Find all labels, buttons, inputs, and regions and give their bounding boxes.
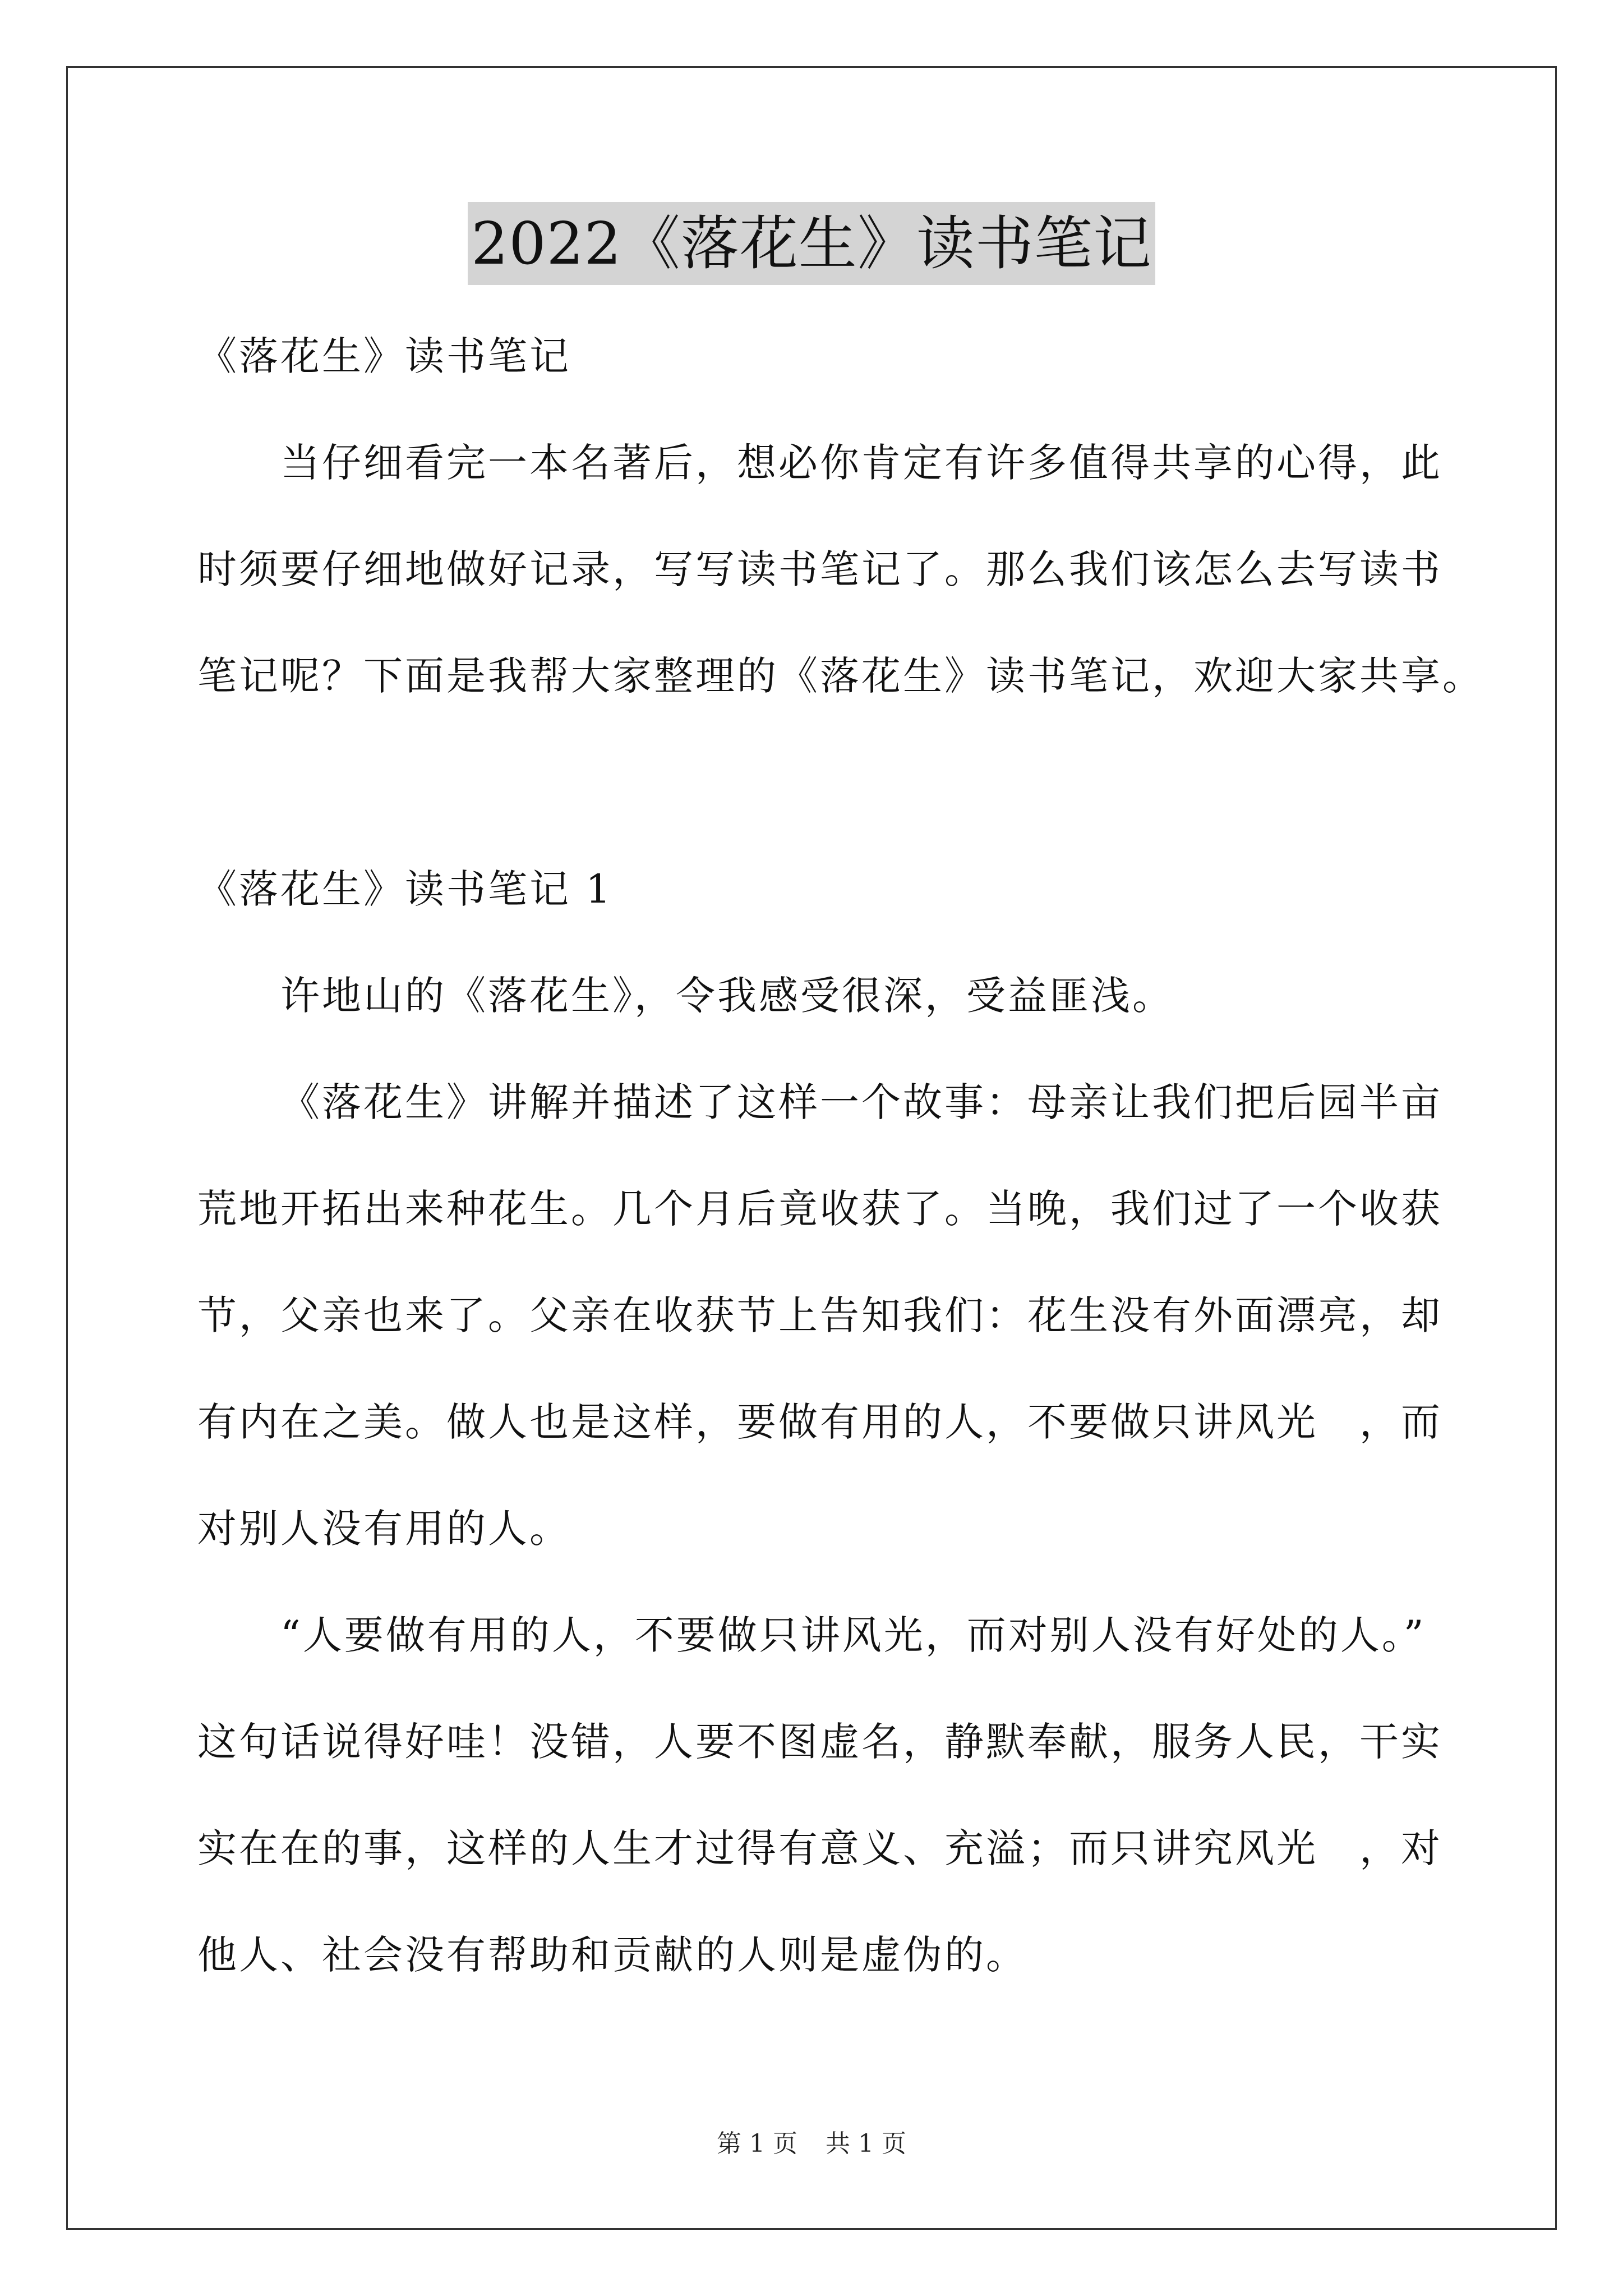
document-title: 2022《落花生》读书笔记 [468,202,1155,285]
paragraph-line: 笔记呢？下面是我帮大家整理的《落花生》读书笔记，欢迎大家共享。 [197,653,1484,699]
section-gap [197,729,1437,836]
paragraph-line: 他人、社会没有帮助和贡献的人则是虚伪的。 [197,1932,1027,1978]
paragraph-line: 对别人没有用的人。 [197,1506,571,1552]
document-body [197,303,1484,2008]
subtitle: 《落花生》读书笔记 [197,333,571,379]
paragraph-line: 节，父亲也来了。父亲在收获节上告知我们：花生没有外面漂亮，却 [197,1292,1442,1338]
title-wrap [0,202,1623,285]
paragraph-line: 有内在之美。做人也是这样，要做有用的人，不要做只讲风光 ，而 [197,1399,1442,1445]
paragraph-line: 许地山的《落花生》，令我感受很深，受益匪浅。 [280,973,1174,1019]
section-heading: 《落花生》读书笔记 1 [197,866,613,912]
paragraph-line: “人要做有用的人，不要做只讲风光，而对别人没有好处的人。” [280,1612,1426,1658]
paragraph-line: 实在在的事，这样的人生才过得有意义、充溢；而只讲究风光 ，对 [197,1825,1442,1871]
paragraph-line: 时须要仔细地做好记录，写写读书笔记了。那么我们该怎么去写读书 [197,546,1442,592]
page-total: 共 1 页 [826,2129,906,2158]
paragraph-line: 这句话说得好哇！没错，人要不图虚名，静默奉献，服务人民，干实 [197,1719,1442,1765]
paragraph-line: 荒地开拓出来种花生。几个月后竟收获了。当晚，我们过了一个收获 [197,1186,1442,1232]
page-number: 第 1 页 [717,2129,797,2158]
paragraph-line: 《落花生》讲解并描述了这样一个故事：母亲让我们把后园半亩 [280,1079,1442,1125]
page-footer [0,2127,1623,2161]
paragraph-line: 当仔细看完一本名著后，想必你肯定有许多值得共享的心得，此 [280,440,1442,486]
